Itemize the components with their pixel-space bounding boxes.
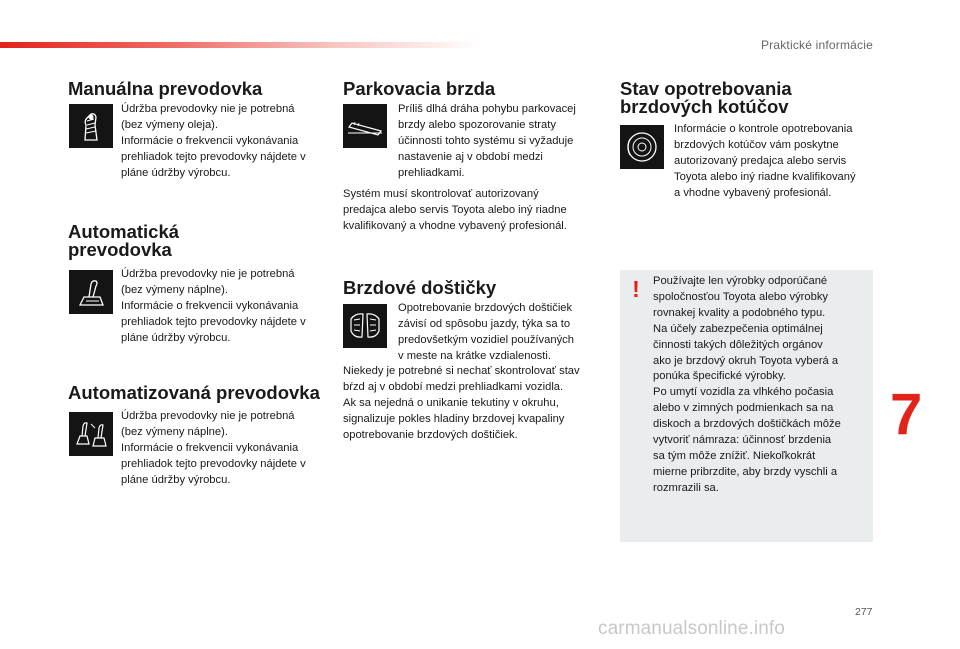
parking-brake-text-2: Systém musí skontrolovať autorizovaný predajca alebo servis Toyota alebo iný riadne kvalifikovaný a vhodne vybavený profesionál. [343, 188, 567, 232]
parking-brake-lever-icon [343, 104, 387, 148]
brake-discs-heading-line1: Stav opotrebovania [620, 78, 792, 99]
header-accent-bar [0, 42, 480, 48]
manual-gearbox-heading: Manuálna prevodovka [68, 78, 263, 99]
automated-gearbox-text: Údržba prevodovky nie je potrebná (bez výmeny náplne). Informácie o frekvencii vykonávania prehliadok tejto prevodovky nájdete v pláne údržby výrobcu. [121, 410, 306, 486]
automatic-gearbox-heading-line2: prevodovka [68, 239, 172, 260]
brake-pads-heading: Brzdové doštičky [343, 277, 497, 298]
exclamation-warning-icon: ! [632, 276, 640, 302]
brake-pads-icon [343, 304, 387, 348]
brake-disc-icon [620, 125, 664, 169]
automatic-gearbox-text: Údržba prevodovky nie je potrebná (bez výmeny náplne). Informácie o frekvencii vykonávania prehliadok tejto prevodovky nájdete v pláne údržby výrobcu. [121, 268, 306, 344]
brake-discs-heading-line2: brzdových kotúčov [620, 96, 789, 117]
brake-discs-text: Informácie o kontrole opotrebovania brzdových kotúčov vám poskytne autorizovaný predajca alebo servis Toyota alebo iný riadne kvalifikovaný a vhodne vybavený profesionál. [674, 123, 856, 199]
automatic-gear-selector-icon [69, 270, 113, 314]
brake-pads-text-2: Niekedy je potrebné si nechať skontrolovať stav bŕzd aj v období medzi prehliadkami vozidla. Ak sa nejedná o unikanie tekutiny v okruhu, signalizuje pokles hladiny brzdovej kvapaliny opotrebovanie brzdových doštičiek. [343, 365, 580, 441]
watermark: carmanualsonline.info [598, 618, 785, 639]
page-number: 277 [855, 606, 873, 618]
chapter-number: 7 [890, 382, 923, 447]
brake-pads-text: Opotrebovanie brzdových doštičiek závisí od spôsobu jazdy, týka sa to predovšetkým vozidiel používaných v meste na krátke vzdialenosti. [398, 302, 574, 362]
manual-gearbox-text: Údržba prevodovky nie je potrebná (bez výmeny oleja). Informácie o frekvencii vykonávania prehliadok tejto prevodovky nájdete v pláne údržby výrobcu. [121, 103, 306, 179]
manual-gear-lever-icon [69, 104, 113, 148]
parking-brake-heading: Parkovacia brzda [343, 78, 496, 99]
automatic-gearbox-heading-line1: Automatická [68, 221, 180, 242]
automated-gearbox-icon [69, 412, 113, 456]
parking-brake-text: Príliš dlhá dráha pohybu parkovacej brzdy alebo spozorovanie straty účinnosti tohto systému si vyžaduje nastavenie aj v období medzi prehliadkami. [398, 103, 576, 179]
warning-text: Používajte len výrobky odporúčané spoločnosťou Toyota alebo výrobky rovnakej kvality a podobného typu. Na účely zabezpečenia optimálnej činnosti takých dôležitých orgánov ako je brzdový okruh Toyota vyberá a ponúka špecifické výrobky. Po umytí vozidla za vlhkého počasia alebo v zimných podmienkach sa na diskoch a brzdových doštičkách môže vytvoriť námraza: účinnosť brzdenia sa tým môže znížiť. Niekoľkokrát mierne pribrzdite, aby brzdy vyschli a rozmrazili sa. [653, 275, 841, 494]
automated-gearbox-heading: Automatizovaná prevodovka [68, 382, 320, 403]
section-title: Praktické informácie [760, 38, 873, 52]
